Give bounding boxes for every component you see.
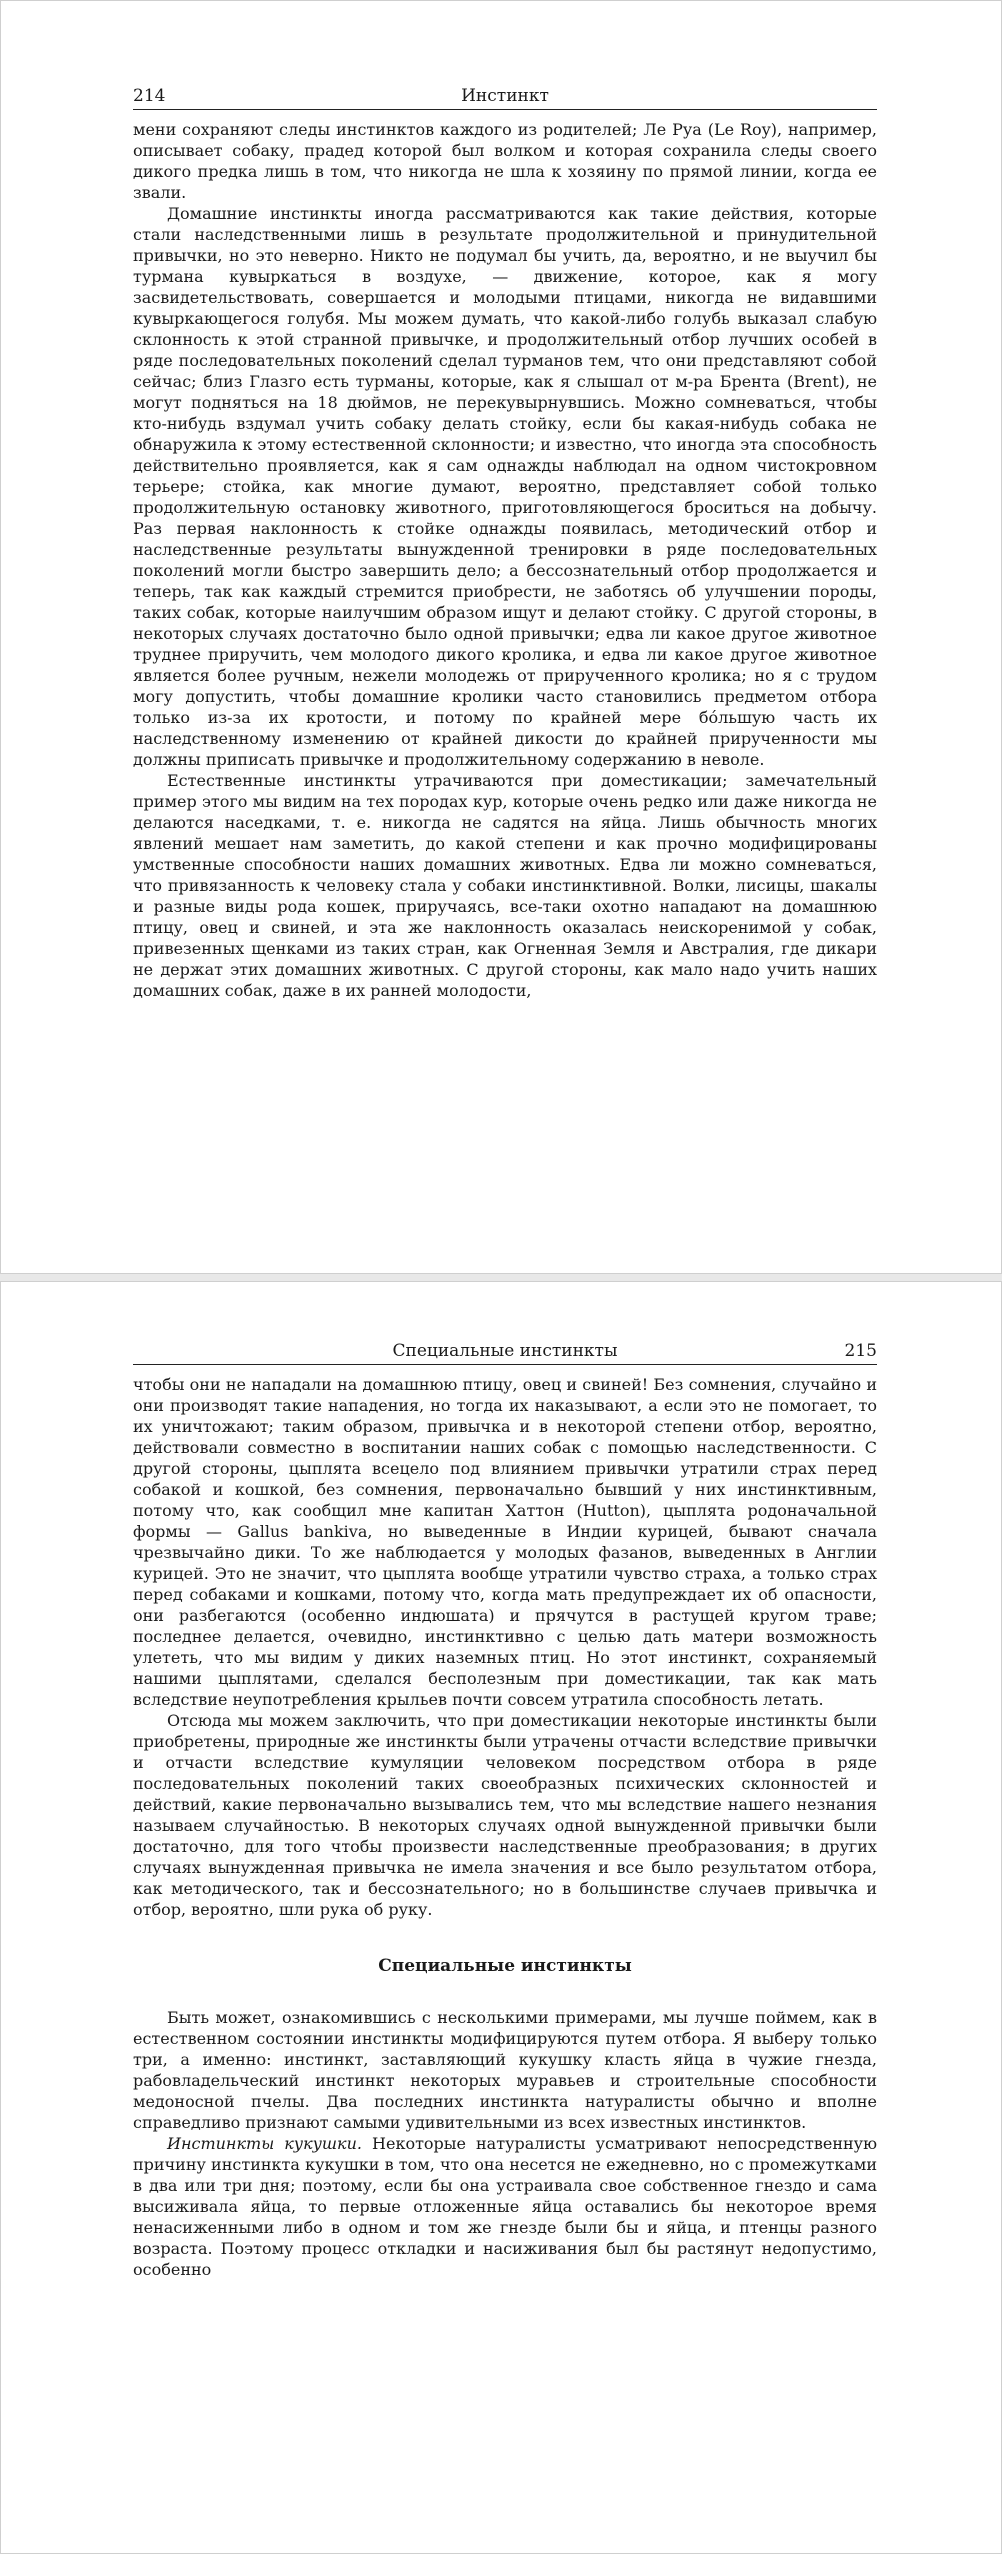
paragraph: Быть может, ознакомившись с несколькими примерами, мы лучше поймем, как в естественном состоянии инстинкты модифицируются путем отбора. Я выберу только три, а именно: инстинкт, заставляющий кукушку класть яйца в чужие гнезда, рабовладельческий инстинкт некоторых муравьев и строительные способности медоносной пчелы. Два последних инстинкта натуралисты обычно и вполне справедливо признают самыми удивительными из всех известных инстинктов. (133, 2008, 877, 2132)
page-separator (0, 1274, 1002, 1281)
page-body (133, 1374, 877, 2280)
subsection-text: Некоторые натуралисты усматривают непосредственную причину инстинкта кукушки в том, что она несется не ежедневно, но с промежутками в два или три дня; поэтому, если бы она устраивала свое собственное гнездо и сама высиживала яйца, то первые отложенные яйца оставались бы некоторое время ненасиженными либо в одном и том же гнезде были бы и яйца, и птенцы разного возраста. Поэтому процесс откладки и насиживания был бы растянут недопустимо, особенно (133, 2134, 878, 2279)
paragraph: Отсюда мы можем заключить, что при доместикации некоторые инстинкты были приобретены, природные же инстинкты были утрачены отчасти вследствие привычки и отчасти вследствие кумуляции человеком посредством отбора в ряде последовательных поколений таких своеобразных психических склонностей и действий, какие первоначально вызывались тем, что мы вследствие нашего незнания называем случайностью. В некоторых случаях одной вынужденной привычки были достаточно, для того чтобы произвести наследственные преобразования; в других случаях вынужденная привычка не имела значения и все было результатом отбора, как методического, так и бессознательного; но в большинстве случаев привычка и отбор, вероятно, шли рука об руку. (133, 1711, 877, 1919)
page-214 (0, 0, 1002, 1274)
running-title: Специальные инстинкты (392, 1341, 618, 1361)
running-title: Инстинкт (461, 86, 549, 106)
page-body (133, 119, 877, 1001)
paragraph: чтобы они не нападали на домашнюю птицу, овец и свиней! Без сомнения, случайно и они производят такие нападения, но тогда их наказывают, а если это не помогает, то их уничтожают; таким образом, привычка и в некоторой степени отбор, вероятно, действовали совместно в воспитании наших собак с помощью наследственности. С другой стороны, цыплята всецело под влиянием привычки утратили страх перед собакой и кошкой, без сомнения, первоначально бывший у них инстинктивным, потому что, как сообщил мне капитан Хаттон (Hutton), цыплята родоначальной формы — Gallus bankiva, но выведенные в Индии курицей, бывают сначала чрезвычайно дики. То же наблюдается у молодых фазанов, выведенных в Англии курицей. Это не значит, что цыплята вообще утратили чувство страха, а только страх перед собаками и кошками, потому что, когда мать предупреждает их об опасности, они разбегаются (особенно индюшата) и прячутся в растущей кругом траве; последнее делается, очевидно, инстинктивно с целью дать матери возможность улететь, что мы видим у диких наземных птиц. Но этот инстинкт, сохраняемый нашими цыплятами, сделался бесполезным при доместикации, так как мать вследствие неупотребления крыльев почти совсем утратила способность летать. (133, 1375, 877, 1709)
paragraph: мени сохраняют следы инстинктов каждого из родителей; Ле Руа (Le Roy), например, описывает собаку, прадед которой был волком и которая сохранила следы своего дикого предка лишь в том, что никогда не шла к хозяину по прямой линии, когда ее звали. (133, 120, 877, 202)
subsection-heading: Инстинкты кукушки. (167, 2134, 363, 2153)
page-215 (0, 1281, 1002, 2554)
page-number: 214 (133, 86, 166, 106)
page-number: 215 (844, 1341, 877, 1361)
paragraph: Естественные инстинкты утрачиваются при доместикации; замечательный пример этого мы видим на тех породах кур, которые очень редко или даже никогда не делаются наседками, т. е. никогда не садятся на яйца. Лишь обычность многих явлений мешает нам заметить, до какой степени и как прочно модифицированы умственные способности наших домашних животных. Едва ли можно сомневаться, что привязанность к человеку стала у собаки инстинктивной. Волки, лисицы, шакалы и разные виды рода кошек, приручаясь, все-таки охотно нападают на домашнюю птицу, овец и свиней, и эта же наклонность оказалась неискоренимой у собак, привезенных щенками из таких стран, как Огненная Земля и Австралия, где дикари не держат этих домашних животных. С другой стороны, как мало надо учить наших домашних собак, даже в их ранней молодости, (133, 771, 877, 1000)
paragraph (133, 2133, 877, 2280)
running-header (133, 1340, 877, 1365)
running-header (133, 85, 877, 110)
paragraph: Домашние инстинкты иногда рассматриваются как такие действия, которые стали наследственными лишь в результате продолжительной и принудительной привычки, но это неверно. Никто не подумал бы учить, да, вероятно, и не выучил бы турмана кувыркаться в воздухе, — движение, которое, как я могу засвидетельствовать, совершается и молодыми птицами, никогда не видавшими кувыркающегося голубя. Мы можем думать, что какой-либо голубь выказал слабую склонность к этой странной привычке, и продолжительный отбор лучших особей в ряде последовательных поколений сделал турманов тем, что они представляют собой сейчас; близ Глазго есть турманы, которые, как я слышал от м-ра Брента (Brent), не могут подняться на 18 дюймов, не перекувырнувшись. Можно сомневаться, чтобы кто-нибудь вздумал учить собаку делать стойку, если бы какая-нибудь собака не обнаружила к этому естественной склонности; и известно, что иногда эта способность действительно проявляется, как я сам однажды наблюдал на одном чистокровном терьере; стойка, как многие думают, вероятно, представляет собой только продолжительную остановку животного, приготовляющегося броситься на добычу. Раз первая наклонность к стойке однажды появилась, методический отбор и наследственные результаты вынужденной тренировки в ряде последовательных поколений могли быстро завершить дело; а бессознательный отбор продолжается и теперь, так как каждый стремится приобрести, не заботясь об улучшении породы, таких собак, которые наилучшим образом ищут и делают стойку. С другой стороны, в некоторых случаях достаточно было одной привычки; едва ли какое другое животное труднее приручить, чем молодого дикого кролика, и едва ли какое другое животное является более ручным, нежели молодежь от прирученного кролика; но я с трудом могу допустить, чтобы домашние кролики часто становились предметом отбора только из-за их кротости, и потому по крайней мере бо́льшую часть их наследственному изменению от крайней дикости до крайней прирученности мы должны приписать привычке и продолжительному содержанию в неволе. (133, 204, 877, 769)
section-title: Специальные инстинкты (378, 1956, 632, 1976)
